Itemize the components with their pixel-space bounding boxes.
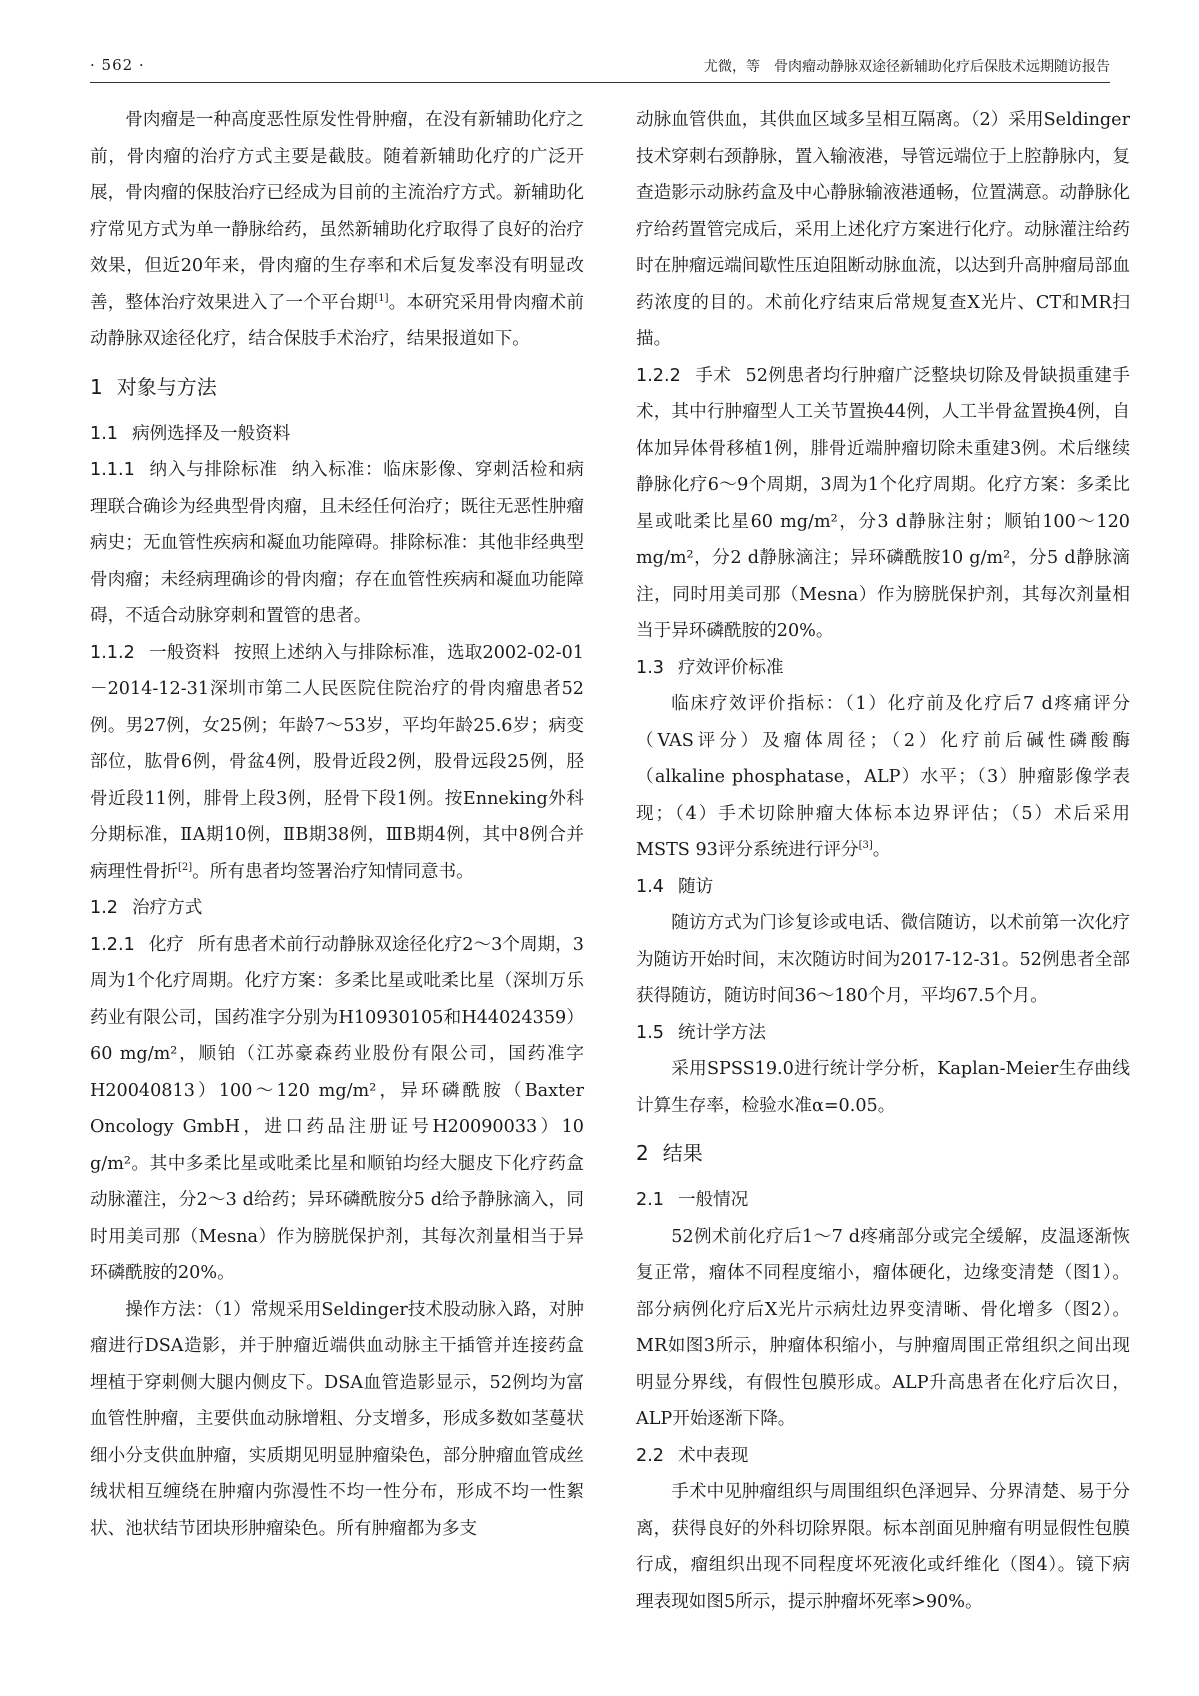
paragraph-text: 纳入标准：临床影像、穿刺活检和病理联合确诊为经典型骨肉瘤，且未经任何治疗；既往无恶性肿瘤病史；无血管性疾病和凝血功能障碍。排除标准：其他非经典型骨肉瘤；未经病理确诊的骨肉瘤；存在血管性疾病和凝血功能障碍，不适合动脉穿刺和置管的患者。 <box>90 460 584 626</box>
paragraph-2-1: 52例术前化疗后1～7 d疼痛部分或完全缓解，皮温逐渐恢复正常，瘤体不同程度缩小，瘤体硬化，边缘变清楚（图1）。部分病例化疗后X光片示病灶边界变清晰、骨化增多（图2）。MR如图3所示，肿瘤体积缩小，与肿瘤周围正常组织之间出现明显分界线，有假性包膜形成。ALP升高患者在化疗后次日，ALP开始逐渐下降。 <box>636 1226 1130 1429</box>
section-number: 1.5 <box>636 1022 664 1043</box>
paragraph-1-4: 随访方式为门诊复诊或电话、微信随访，以术前第一次化疗为随访开始时间，末次随访时间为2017-12-31。52例患者全部获得随访，随访时间36～180个月，平均67.5个月。 <box>636 913 1130 1006</box>
paragraph-1-1-2 <box>90 635 584 891</box>
section-number: 1.2 <box>90 898 118 918</box>
subsection-heading-1-1 <box>90 416 584 453</box>
intro-tail: 。本研究采用骨肉瘤术前动静脉双途径化疗，结合保肢手术治疗，结果报道如下。 <box>90 292 584 349</box>
section-title: 统计学方法 <box>677 1022 766 1043</box>
section-number: 2.2 <box>636 1445 664 1466</box>
paragraph-text: 所有患者术前行动静脉双途径化疗2～3个周期，3周为1个化疗周期。化疗方案：多柔比星或吡柔比星（深圳万乐药业有限公司，国药准字分别为H10930105和H44024359）60 mg/m²，顺铂（江苏豪森药业股份有限公司，国药准字H20040813）100～120 mg/m²，异环磷酰胺（Baxter Oncology GmbH，进口药品注册证号H20090033）10 g/m²。其中多柔比星或吡柔比星和顺铂均经大腿皮下化疗药盒动脉灌注，分2～3 d给药；异环磷酰胺分5 d给予静脉滴入，同时用美司那（Mesna）作为膀胱保护剂，其每次剂量相当于异环磷酰胺的20%。 <box>90 934 584 1283</box>
section-title: 治疗方式 <box>131 898 203 918</box>
section-title: 病例选择及一般资料 <box>131 423 291 444</box>
section-title: 纳入与排除标准 <box>148 460 278 480</box>
paragraph-1-5: 采用SPSS19.0进行统计学分析，Kaplan-Meier生存曲线计算生存率，检验水准α=0.05。 <box>636 1059 1130 1116</box>
page-header <box>90 44 1110 83</box>
citation-ref: [3] <box>858 840 873 852</box>
section-title: 一般资料 <box>148 642 220 663</box>
continued-paragraph: 动脉血管供血，其供血区域多呈相互隔离。（2）采用Seldinger技术穿刺右颈静脉，置入输液港，导管远端位于上腔静脉内，复查造影示动脉药盒及中心静脉输液港通畅，位置满意。动静脉化疗给药置管完成后，采用上述化疗方案进行化疗。动脉灌注给药时在肿瘤远端间歇性压迫阻断动脉血流，以达到升高肿瘤局部血药浓度的目的。术前化疗结束后常规复查X光片、CT和MR扫描。 <box>636 110 1130 349</box>
paragraph-1-1-1 <box>90 452 584 635</box>
citation-ref: [1] <box>374 292 389 304</box>
subsection-heading-1-5 <box>636 1015 1130 1052</box>
running-title: 尤微，等 骨肉瘤动静脉双途径新辅助化疗后保肢术远期随访报告 <box>704 59 1110 75</box>
section-title: 化疗 <box>148 934 185 955</box>
paragraph-tail: 。所有患者均签署治疗知情同意书。 <box>192 861 474 882</box>
intro-text: 骨肉瘤是一种高度恶性原发性骨肿瘤，在没有新辅助化疗之前，骨肉瘤的治疗方式主要是截肢。随着新辅助化疗的广泛开展，骨肉瘤的保肢治疗已经成为目前的主流治疗方式。新辅助化疗常见方式为单一静脉给药，虽然新辅助化疗取得了良好的治疗效果，但近20年来，骨肉瘤的生存率和术后复发率没有明显改善，整体治疗效果进入了一个平台期 <box>90 110 584 313</box>
subsection-heading-1-4 <box>636 869 1130 906</box>
section-number: 1.2.2 <box>636 365 681 386</box>
section-title: 结果 <box>662 1141 703 1165</box>
section-heading-1 <box>90 367 584 407</box>
paragraph-1-2-1 <box>90 927 584 1292</box>
section-number: 2 <box>636 1141 649 1165</box>
paragraph-tail: 。 <box>872 840 891 860</box>
section-number: 1.2.1 <box>90 934 135 955</box>
paragraph-1-3 <box>636 686 1130 869</box>
section-title: 术中表现 <box>677 1445 749 1466</box>
intro-paragraph <box>90 102 584 358</box>
subsection-heading-1-2 <box>90 890 584 927</box>
paragraph-text: 按照上述纳入与排除标准，选取2002-02-01－2014-12-31深圳市第二人民医院住院治疗的骨肉瘤患者52例。男27例，女25例；年龄7～53岁，平均年龄25.6岁；病变部位，肱骨6例，骨盆4例，股骨近段2例，股骨远段25例，胫骨近段11例，腓骨上段3例，胫骨下段1例。按Enneking外科分期标准，ⅡA期10例，ⅡB期38例，ⅢB期4例，其中8例合并病理性骨折 <box>90 642 584 882</box>
paragraph-1-2-2 <box>636 358 1130 650</box>
section-title: 一般情况 <box>677 1190 749 1210</box>
section-title: 对象与方法 <box>116 374 217 399</box>
paragraph-text: 临床疗效评价指标：（1）化疗前及化疗后7 d疼痛评分（VAS评分）及瘤体周径；（2）化疗前后碱性磷酸酶（alkaline phosphatase，ALP）水平；（3）肿瘤影像学表现；（4）手术切除肿瘤大体标本边界评估；（5）术后采用MSTS 93评分系统进行评分 <box>636 694 1130 860</box>
paragraph-2-2: 手术中见肿瘤组织与周围组织色泽迥异、分界清楚、易于分离，获得良好的外科切除界限。标本剖面见肿瘤有明显假性包膜行成，瘤组织出现不同程度坏死液化或纤维化（图4）。镜下病理表现如图5所示，提示肿瘤坏死率>90%。 <box>636 1482 1130 1612</box>
section-title: 疗效评价标准 <box>677 657 784 678</box>
subsection-heading-1-3 <box>636 650 1130 687</box>
section-heading-2 <box>636 1133 1130 1173</box>
section-number: 1.3 <box>636 657 664 678</box>
operation-paragraph: 操作方法：（1）常规采用Seldinger技术股动脉入路，对肿瘤进行DSA造影，并于肿瘤近端供血动脉主干插管并连接药盒埋植于穿刺侧大腿内侧皮下。DSA血管造影显示，52例均为富血管性肿瘤，主要供血动脉增粗、分支增多，形成多数如茎蔓状细小分支供血肿瘤，实质期见明显肿瘤染色，部分肿瘤血管成丝绒状相互缠绕在肿瘤内弥漫性不均一性分布，形成不均一性絮状、池状结节团块形肿瘤染色。所有肿瘤都为多支 <box>90 1299 584 1539</box>
page-number: · 562 · <box>90 56 145 74</box>
section-title: 随访 <box>677 876 714 897</box>
section-number: 1 <box>90 374 103 399</box>
subsection-heading-2-1 <box>636 1182 1130 1219</box>
paragraph-text: 52例患者均行肿瘤广泛整块切除及骨缺损重建手术，其中行肿瘤型人工关节置换44例，人工半骨盆置换4例，自体加异体骨移植1例，腓骨近端肿瘤切除未重建3例。术后继续静脉化疗6～9个周期，3周为1个化疗周期。化疗方案：多柔比星或吡柔比星60 mg/m²，分3 d静脉注射；顺铂100～120 mg/m²，分2 d静脉滴注；异环磷酰胺10 g/m²，分5 d静脉滴注，同时用美司那（Mesna）作为膀胱保护剂，其每次剂量相当于异环磷酰胺的20%。 <box>636 365 1130 641</box>
section-number: 1.1 <box>90 423 118 444</box>
section-number: 1.1.2 <box>90 642 135 663</box>
right-column <box>636 102 1130 1620</box>
citation-ref: [2] <box>177 861 193 873</box>
left-column <box>90 102 584 1547</box>
section-title: 手术 <box>694 365 732 386</box>
subsection-heading-2-2 <box>636 1438 1130 1475</box>
section-number: 1.4 <box>636 876 664 897</box>
section-number: 2.1 <box>636 1190 664 1210</box>
section-number: 1.1.1 <box>90 460 135 480</box>
